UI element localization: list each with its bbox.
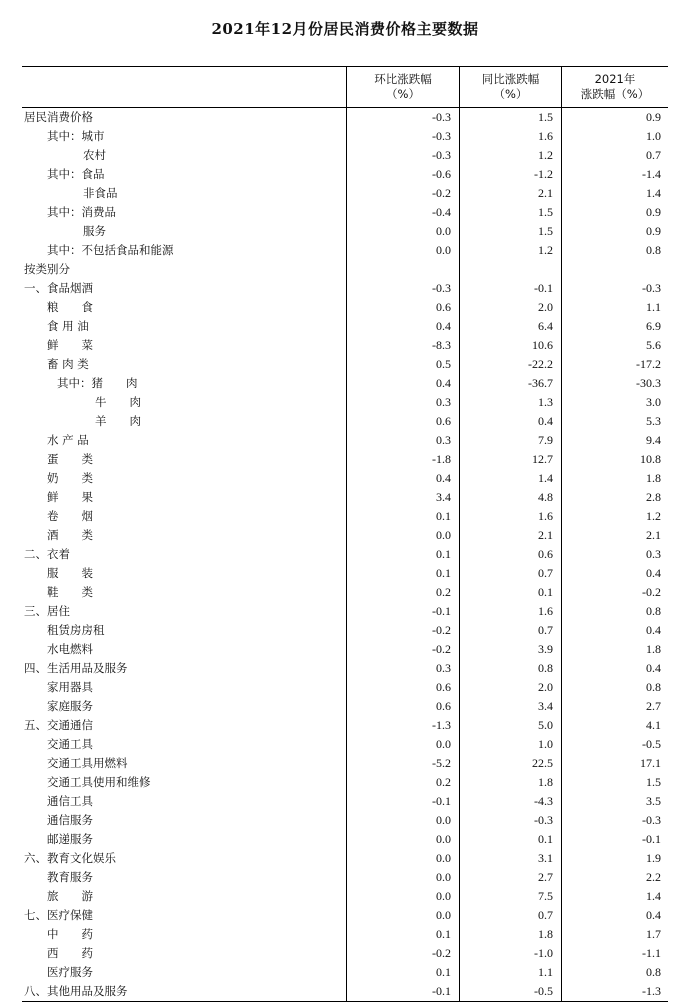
row-label: 通信服务 <box>47 813 93 827</box>
row-label: 西 药 <box>47 946 93 960</box>
row-label: 中 药 <box>47 927 93 941</box>
ytd-value: 0.8 <box>646 965 661 979</box>
mom-value: 0.0 <box>436 243 451 257</box>
header-ytd <box>561 67 668 107</box>
header-yoy-line1: 同比涨跌幅 <box>481 72 540 86</box>
mom-value: -0.1 <box>432 984 451 998</box>
ytd-value: 6.9 <box>646 319 661 333</box>
table-row <box>22 792 668 811</box>
mom-value: 0.1 <box>436 509 451 523</box>
yoy-value: 0.7 <box>538 566 553 580</box>
yoy-value: 1.2 <box>538 148 553 162</box>
mom-value: 0.0 <box>436 908 451 922</box>
ytd-value: 0.7 <box>646 148 661 162</box>
yoy-value: -22.2 <box>528 357 553 371</box>
ytd-value: 0.4 <box>646 908 661 922</box>
row-label: 一、食品烟酒 <box>24 281 93 295</box>
mom-value: 0.3 <box>436 661 451 675</box>
mom-value: 0.0 <box>436 528 451 542</box>
table-row <box>22 564 668 583</box>
row-label: 羊 肉 <box>95 414 141 428</box>
table-row <box>22 944 668 963</box>
mom-value: 0.1 <box>436 566 451 580</box>
mom-value: -0.3 <box>432 129 451 143</box>
mom-value: 0.4 <box>436 319 451 333</box>
table-row <box>22 203 668 222</box>
row-label: 交通工具使用和维修 <box>47 775 151 789</box>
row-label: 邮递服务 <box>47 832 93 846</box>
table-row <box>22 241 668 260</box>
mom-value: -0.3 <box>432 110 451 124</box>
table-row <box>22 260 668 279</box>
row-label: 二、衣着 <box>24 547 70 561</box>
yoy-value: 5.0 <box>538 718 553 732</box>
row-label: 其中：不包括食品和能源 <box>47 243 174 257</box>
ytd-value: 0.4 <box>646 661 661 675</box>
header-ytd-line1: 2021年 <box>594 72 636 86</box>
table-row <box>22 868 668 887</box>
row-label: 水 产 品 <box>47 433 89 447</box>
table-row <box>22 488 668 507</box>
mom-value: -0.3 <box>432 281 451 295</box>
row-label: 酒 类 <box>47 528 93 542</box>
row-label: 六、教育文化娱乐 <box>24 851 116 865</box>
yoy-value: -1.2 <box>534 167 553 181</box>
yoy-value: 3.4 <box>538 699 553 713</box>
row-label: 其中：猪 肉 <box>57 376 138 390</box>
table-row <box>22 108 668 127</box>
row-label: 按类别分 <box>24 262 70 276</box>
table-row <box>22 165 668 184</box>
ytd-value: 1.2 <box>646 509 661 523</box>
row-label: 服务 <box>83 224 106 238</box>
mom-value: -0.2 <box>432 623 451 637</box>
mom-value: -0.2 <box>432 642 451 656</box>
ytd-value: 1.8 <box>646 471 661 485</box>
table-row <box>22 640 668 659</box>
row-label: 奶 类 <box>47 471 93 485</box>
row-label: 家用器具 <box>47 680 93 694</box>
yoy-value: -36.7 <box>528 376 553 390</box>
mom-value: 0.5 <box>436 357 451 371</box>
row-label: 卷 烟 <box>47 509 93 523</box>
row-label: 租赁房房租 <box>47 623 105 637</box>
table-row <box>22 773 668 792</box>
table-row <box>22 393 668 412</box>
row-label: 食 用 油 <box>47 319 89 333</box>
mom-value: -0.1 <box>432 604 451 618</box>
yoy-value: 1.5 <box>538 110 553 124</box>
table-body <box>22 108 668 1001</box>
table-row <box>22 602 668 621</box>
mom-value: 0.1 <box>436 927 451 941</box>
ytd-value: -1.1 <box>642 946 661 960</box>
yoy-value: 1.5 <box>538 224 553 238</box>
ytd-value: 0.8 <box>646 243 661 257</box>
ytd-value: 0.8 <box>646 680 661 694</box>
row-label: 七、医疗保健 <box>24 908 93 922</box>
ytd-value: 2.2 <box>646 870 661 884</box>
table-row <box>22 507 668 526</box>
table-header <box>22 67 668 108</box>
ytd-value: 1.1 <box>646 300 661 314</box>
mom-value: -0.6 <box>432 167 451 181</box>
yoy-value: 0.1 <box>538 585 553 599</box>
ytd-value: 1.0 <box>646 129 661 143</box>
yoy-value: 0.8 <box>538 661 553 675</box>
yoy-value: 1.0 <box>538 737 553 751</box>
mom-value: -0.3 <box>432 148 451 162</box>
mom-value: -1.8 <box>432 452 451 466</box>
mom-value: 0.0 <box>436 870 451 884</box>
table-row <box>22 697 668 716</box>
row-label: 服 装 <box>47 566 93 580</box>
yoy-value: 3.9 <box>538 642 553 656</box>
ytd-value: 1.9 <box>646 851 661 865</box>
row-label: 牛 肉 <box>95 395 141 409</box>
yoy-value: 1.8 <box>538 775 553 789</box>
ytd-value: 1.4 <box>646 889 661 903</box>
mom-value: 0.0 <box>436 224 451 238</box>
page-title: 2021年12月份居民消费价格主要数据 <box>211 20 479 38</box>
row-label: 鲜 果 <box>47 490 93 504</box>
ytd-value: 1.4 <box>646 186 661 200</box>
table-row <box>22 621 668 640</box>
mom-value: 0.3 <box>436 433 451 447</box>
yoy-value: 22.5 <box>532 756 553 770</box>
ytd-value: -0.3 <box>642 813 661 827</box>
ytd-value: 0.9 <box>646 110 661 124</box>
header-mom-line2: （%） <box>386 87 420 101</box>
mom-value: 0.3 <box>436 395 451 409</box>
mom-value: 0.0 <box>436 889 451 903</box>
header-yoy-line2: （%） <box>493 87 528 101</box>
mom-value: -0.2 <box>432 946 451 960</box>
mom-value: 0.6 <box>436 680 451 694</box>
mom-value: 0.1 <box>436 547 451 561</box>
cpi-table <box>22 66 668 1002</box>
table-row <box>22 222 668 241</box>
yoy-value: 6.4 <box>538 319 553 333</box>
ytd-value: -0.1 <box>642 832 661 846</box>
table-row <box>22 659 668 678</box>
mom-value: -0.2 <box>432 186 451 200</box>
table-row <box>22 317 668 336</box>
ytd-value: 0.4 <box>646 623 661 637</box>
yoy-value: 1.4 <box>538 471 553 485</box>
ytd-value: 5.3 <box>646 414 661 428</box>
row-label: 鞋 类 <box>47 585 93 599</box>
mom-value: 0.1 <box>436 965 451 979</box>
yoy-value: 0.1 <box>538 832 553 846</box>
row-label: 五、交通通信 <box>24 718 93 732</box>
table-row <box>22 678 668 697</box>
ytd-value: -30.3 <box>636 376 661 390</box>
yoy-value: -0.3 <box>534 813 553 827</box>
ytd-value: 3.0 <box>646 395 661 409</box>
table-row <box>22 735 668 754</box>
ytd-value: 2.7 <box>646 699 661 713</box>
row-label: 农村 <box>83 148 106 162</box>
row-label: 通信工具 <box>47 794 93 808</box>
table-row <box>22 469 668 488</box>
mom-value: -8.3 <box>432 338 451 352</box>
mom-value: 0.6 <box>436 414 451 428</box>
yoy-value: 3.1 <box>538 851 553 865</box>
yoy-value: -4.3 <box>534 794 553 808</box>
yoy-value: 2.7 <box>538 870 553 884</box>
row-label: 其中：城市 <box>47 129 105 143</box>
ytd-value: 17.1 <box>640 756 661 770</box>
yoy-value: 1.6 <box>538 129 553 143</box>
ytd-value: 5.6 <box>646 338 661 352</box>
table-row <box>22 184 668 203</box>
ytd-value: 3.5 <box>646 794 661 808</box>
mom-value: 0.0 <box>436 832 451 846</box>
yoy-value: 2.0 <box>538 680 553 694</box>
ytd-value: 0.4 <box>646 566 661 580</box>
row-label: 其中：消费品 <box>47 205 116 219</box>
row-label: 其中：食品 <box>47 167 105 181</box>
table-row <box>22 716 668 735</box>
mom-value: 0.2 <box>436 585 451 599</box>
yoy-value: 2.1 <box>538 186 553 200</box>
table-row <box>22 146 668 165</box>
yoy-value: 2.1 <box>538 528 553 542</box>
table-row <box>22 298 668 317</box>
row-label: 教育服务 <box>47 870 93 884</box>
table-row <box>22 431 668 450</box>
table-row <box>22 374 668 393</box>
table-row <box>22 811 668 830</box>
table-row <box>22 127 668 146</box>
yoy-value: 0.6 <box>538 547 553 561</box>
ytd-value: 1.5 <box>646 775 661 789</box>
ytd-value: 0.3 <box>646 547 661 561</box>
ytd-value: 4.1 <box>646 718 661 732</box>
table-row <box>22 355 668 374</box>
row-label: 蛋 类 <box>47 452 93 466</box>
ytd-value: -17.2 <box>636 357 661 371</box>
mom-value: 0.2 <box>436 775 451 789</box>
yoy-value: 0.7 <box>538 908 553 922</box>
ytd-value: -1.4 <box>642 167 661 181</box>
mom-value: -0.1 <box>432 794 451 808</box>
ytd-value: 10.8 <box>640 452 661 466</box>
ytd-value: 1.7 <box>646 927 661 941</box>
yoy-value: -1.0 <box>534 946 553 960</box>
table-row <box>22 982 668 1001</box>
row-label: 居民消费价格 <box>24 110 93 124</box>
mom-value: 0.0 <box>436 851 451 865</box>
mom-value: 0.6 <box>436 699 451 713</box>
table-row <box>22 887 668 906</box>
row-label: 畜 肉 类 <box>47 357 89 371</box>
yoy-value: -0.5 <box>534 984 553 998</box>
ytd-value: 2.8 <box>646 490 661 504</box>
ytd-value: 2.1 <box>646 528 661 542</box>
ytd-value: -1.3 <box>642 984 661 998</box>
row-label: 交通工具用燃料 <box>47 756 128 770</box>
mom-value: -1.3 <box>432 718 451 732</box>
table-row <box>22 336 668 355</box>
ytd-value: -0.3 <box>642 281 661 295</box>
table-row <box>22 583 668 602</box>
row-label: 粮 食 <box>47 300 93 314</box>
yoy-value: 10.6 <box>532 338 553 352</box>
table-row <box>22 963 668 982</box>
yoy-value: 12.7 <box>532 452 553 466</box>
yoy-value: 2.0 <box>538 300 553 314</box>
row-label: 八、其他用品及服务 <box>24 984 128 998</box>
ytd-value: 0.9 <box>646 224 661 238</box>
table-row <box>22 925 668 944</box>
row-label: 鲜 菜 <box>47 338 93 352</box>
yoy-value: -0.1 <box>534 281 553 295</box>
mom-value: -0.4 <box>432 205 451 219</box>
table-row <box>22 450 668 469</box>
header-mom-line1: 环比涨跌幅 <box>374 72 432 86</box>
yoy-value: 0.4 <box>538 414 553 428</box>
table-row <box>22 412 668 431</box>
table-row <box>22 279 668 298</box>
yoy-value: 1.5 <box>538 205 553 219</box>
row-label: 非食品 <box>83 186 118 200</box>
yoy-value: 0.7 <box>538 623 553 637</box>
table-row <box>22 545 668 564</box>
row-label: 三、居住 <box>24 604 70 618</box>
yoy-value: 7.5 <box>538 889 553 903</box>
row-label: 交通工具 <box>47 737 93 751</box>
header-yoy <box>459 67 561 107</box>
mom-value: 0.4 <box>436 376 451 390</box>
table-row <box>22 526 668 545</box>
row-label: 家庭服务 <box>47 699 93 713</box>
mom-value: -5.2 <box>432 756 451 770</box>
ytd-value: -0.5 <box>642 737 661 751</box>
row-label: 医疗服务 <box>47 965 93 979</box>
yoy-value: 1.8 <box>538 927 553 941</box>
ytd-value: 0.9 <box>646 205 661 219</box>
row-label: 四、生活用品及服务 <box>24 661 128 675</box>
table-row <box>22 849 668 868</box>
mom-value: 0.4 <box>436 471 451 485</box>
mom-value: 0.6 <box>436 300 451 314</box>
header-ytd-line2: 涨跌幅（%） <box>580 87 650 101</box>
table-row <box>22 754 668 773</box>
row-label: 旅 游 <box>47 889 93 903</box>
table-row <box>22 906 668 925</box>
yoy-value: 1.3 <box>538 395 553 409</box>
ytd-value: 0.8 <box>646 604 661 618</box>
mom-value: 0.0 <box>436 737 451 751</box>
row-label: 水电燃料 <box>47 642 93 656</box>
ytd-value: -0.2 <box>642 585 661 599</box>
yoy-value: 4.8 <box>538 490 553 504</box>
yoy-value: 7.9 <box>538 433 553 447</box>
header-mom <box>346 67 459 107</box>
yoy-value: 1.6 <box>538 604 553 618</box>
ytd-value: 1.8 <box>646 642 661 656</box>
yoy-value: 1.6 <box>538 509 553 523</box>
ytd-value: 9.4 <box>646 433 661 447</box>
yoy-value: 1.2 <box>538 243 553 257</box>
mom-value: 3.4 <box>436 490 451 504</box>
table-row <box>22 830 668 849</box>
yoy-value: 1.1 <box>538 965 553 979</box>
mom-value: 0.0 <box>436 813 451 827</box>
